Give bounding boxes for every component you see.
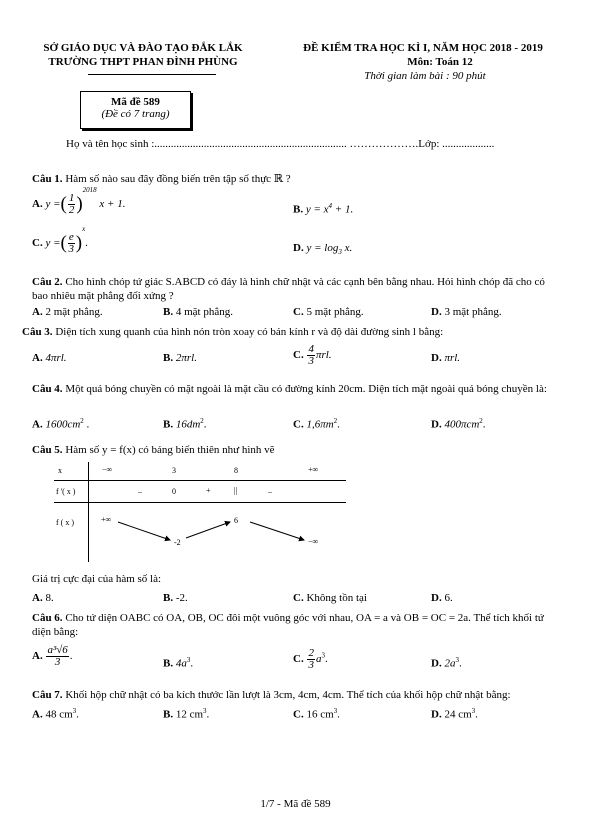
option-text: y = x: [305, 203, 329, 216]
var-f-label: f ( x ): [56, 518, 74, 527]
var-fp-4: ||: [234, 486, 238, 495]
question-2: [32, 275, 562, 303]
page-count: (Đề có 7 trang): [101, 108, 170, 120]
question-5-label: Câu 5.: [32, 444, 63, 456]
question-7: [32, 688, 562, 702]
q5-option-b[interactable]: B. -2.: [163, 592, 188, 604]
question-2-label: Câu 2.: [32, 276, 63, 288]
q1-option-b[interactable]: [293, 202, 353, 216]
q3-option-d[interactable]: D. πrl.: [431, 352, 461, 364]
q2-option-a[interactable]: A. 2 mặt phẳng.: [32, 306, 103, 318]
exam-code: Mã đề 589: [111, 96, 160, 108]
q6-option-d[interactable]: D. $2a^3$.: [431, 656, 462, 670]
q1-option-a[interactable]: A. y =( $\frac{1}{2}$ )$^{2018}$ x + 1.: [32, 186, 126, 216]
option-text: .: [85, 237, 88, 250]
exponent: x: [82, 225, 86, 234]
var-x-4: +∞: [308, 465, 319, 474]
var-x-3: 8: [234, 466, 238, 475]
q2-option-b[interactable]: B. 4 mặt phẳng.: [163, 306, 233, 318]
q6-option-b[interactable]: B. $4a^3$.: [163, 656, 194, 670]
var-f-2: -2: [174, 538, 181, 547]
arrow-decrease-1: [118, 522, 170, 540]
question-4-label: Câu 4.: [32, 383, 63, 395]
department-name: SỞ GIÁO DỤC VÀ ĐÀO TẠO ĐẮK LẮK: [43, 42, 243, 54]
question-2-text: Cho hình chóp tứ giác S.ABCD có đáy là hình chữ nhật và các cạnh bên bằng nhau. Hỏi hình chóp đã cho có bao nhiêu mặt phẳng đối xứng ?: [32, 276, 545, 302]
q1-option-d[interactable]: [293, 242, 352, 256]
var-fp-1: –: [138, 487, 142, 496]
exponent: 4: [328, 202, 333, 210]
header-divider: [88, 74, 216, 75]
q4-option-a[interactable]: A. $1600cm^2$ .: [32, 417, 90, 431]
page-footer: 1/7 - Mã đề 589: [260, 798, 331, 810]
q5-option-d[interactable]: D. 6.: [431, 592, 453, 604]
arrow-increase: [186, 522, 230, 538]
var-x-label: x: [58, 466, 62, 475]
q2-option-c[interactable]: C. 5 mặt phẳng.: [293, 306, 364, 318]
option-text: x.: [341, 242, 353, 254]
q4-option-d[interactable]: D. 400πcm$^2$.: [431, 417, 486, 431]
q4-option-b[interactable]: B. $16dm^2$.: [163, 417, 207, 431]
arrow-decrease-2: [250, 522, 304, 540]
q6-option-c[interactable]: C. $\frac{2}{3}$ $a^3$.: [293, 647, 328, 671]
question-3: [22, 325, 552, 339]
option-letter: C.: [32, 237, 43, 250]
option-letter: A.: [32, 198, 43, 211]
q1-option-c[interactable]: C. y =( $\frac{e}{3}$ )$^x$.: [32, 225, 88, 255]
question-3-text: Diện tích xung quanh của hình nón tròn xoay có bán kính r và độ dài đường sinh l bằng:: [55, 326, 444, 338]
question-1: [32, 172, 562, 186]
question-3-label: Câu 3.: [22, 326, 53, 338]
q3-option-c[interactable]: C. $\frac{4}{3}$ πrl.: [293, 343, 332, 367]
subscript: 3: [338, 248, 342, 257]
class-label: .Lớp:: [415, 138, 440, 150]
var-f-3: 6: [234, 516, 238, 525]
exam-code-box: [80, 91, 191, 129]
q7-option-c[interactable]: C. 16 $cm^3$.: [293, 707, 340, 721]
option-letter: B.: [293, 203, 304, 216]
question-6-label: Câu 6.: [32, 612, 63, 624]
var-x-1: −∞: [102, 465, 113, 474]
q2-option-d[interactable]: D. 3 mặt phẳng.: [431, 306, 502, 318]
exam-title: ĐỀ KIỂM TRA HỌC KÌ I, NĂM HỌC 2018 - 2019: [303, 42, 543, 54]
school-name: TRƯỜNG THPT PHAN ĐÌNH PHÙNG: [48, 56, 238, 68]
var-x-2: 3: [172, 466, 176, 475]
student-name-field[interactable]: ...................................................................... ………………: [154, 138, 416, 150]
q7-option-d[interactable]: D. 24 $cm^3$.: [431, 707, 478, 721]
q3-option-b[interactable]: B. 2πrl.: [163, 352, 197, 364]
exam-subject: Môn: Toán 12: [407, 56, 473, 68]
question-7-text: Khối hộp chữ nhật có ba kích thước lần lượt là 3cm, 4cm, 4cm. Thể tích của khối hộp chữ nhật bằng:: [65, 689, 511, 701]
variation-arrows: [54, 462, 346, 562]
student-info-line: [66, 138, 494, 150]
exponent: 2018: [82, 186, 97, 195]
question-6: [32, 611, 562, 639]
question-1-label: Câu 1.: [32, 173, 63, 185]
exam-time: Thời gian làm bài : 90 phút: [364, 70, 486, 82]
q5-option-c[interactable]: C. Không tồn tại: [293, 592, 367, 604]
option-letter: D.: [293, 242, 304, 254]
var-fp-2: 0: [172, 487, 176, 496]
class-field[interactable]: ...................: [442, 138, 495, 150]
q7-option-a[interactable]: A. 48 $cm^3$.: [32, 707, 79, 721]
option-text: y = log: [306, 242, 339, 254]
question-7-label: Câu 7.: [32, 689, 63, 701]
variation-table: [54, 462, 346, 562]
var-f-1: +∞: [101, 515, 112, 524]
q3-option-a[interactable]: A. 4πrl.: [32, 352, 67, 364]
question-4-text: Một quả bóng chuyền có mặt ngoài là mặt cầu có đường kính 20cm. Diện tích mặt ngoài quả bóng chuyền là:: [62, 383, 547, 395]
question-1-text: Hàm số nào sau đây đồng biến trên tập số thực ℝ ?: [65, 173, 291, 185]
option-text: + 1.: [332, 203, 354, 216]
q4-option-c[interactable]: C. $1,6\pi m^2$.: [293, 417, 340, 431]
var-fp-5: –: [268, 487, 272, 496]
q7-option-b[interactable]: B. 12 $cm^3$.: [163, 707, 210, 721]
var-fp-3: +: [206, 486, 211, 495]
student-name-label: Họ và tên học sinh :: [66, 138, 155, 150]
q5-option-a[interactable]: A. 8.: [32, 592, 54, 604]
question-5: [32, 443, 562, 457]
question-4: [32, 382, 562, 396]
q6-option-a[interactable]: A. $\frac{\text{a³√6}}{3}$ .: [32, 644, 73, 668]
var-f-4: −∞: [308, 537, 319, 546]
option-text: x + 1.: [99, 198, 126, 211]
question-5-ask: Giá trị cực đại của hàm số là:: [32, 573, 162, 585]
question-6-text: Cho tứ diện OABC có OA, OB, OC đôi một vuông góc với nhau, OA = a và OB = OC = 2a. Thể tích khối tứ diện bằng:: [32, 612, 544, 638]
question-5-text: Hàm số y = f(x) có bảng biến thiên như hình vẽ: [65, 444, 275, 456]
var-fp-label: f '( x ): [56, 487, 76, 496]
